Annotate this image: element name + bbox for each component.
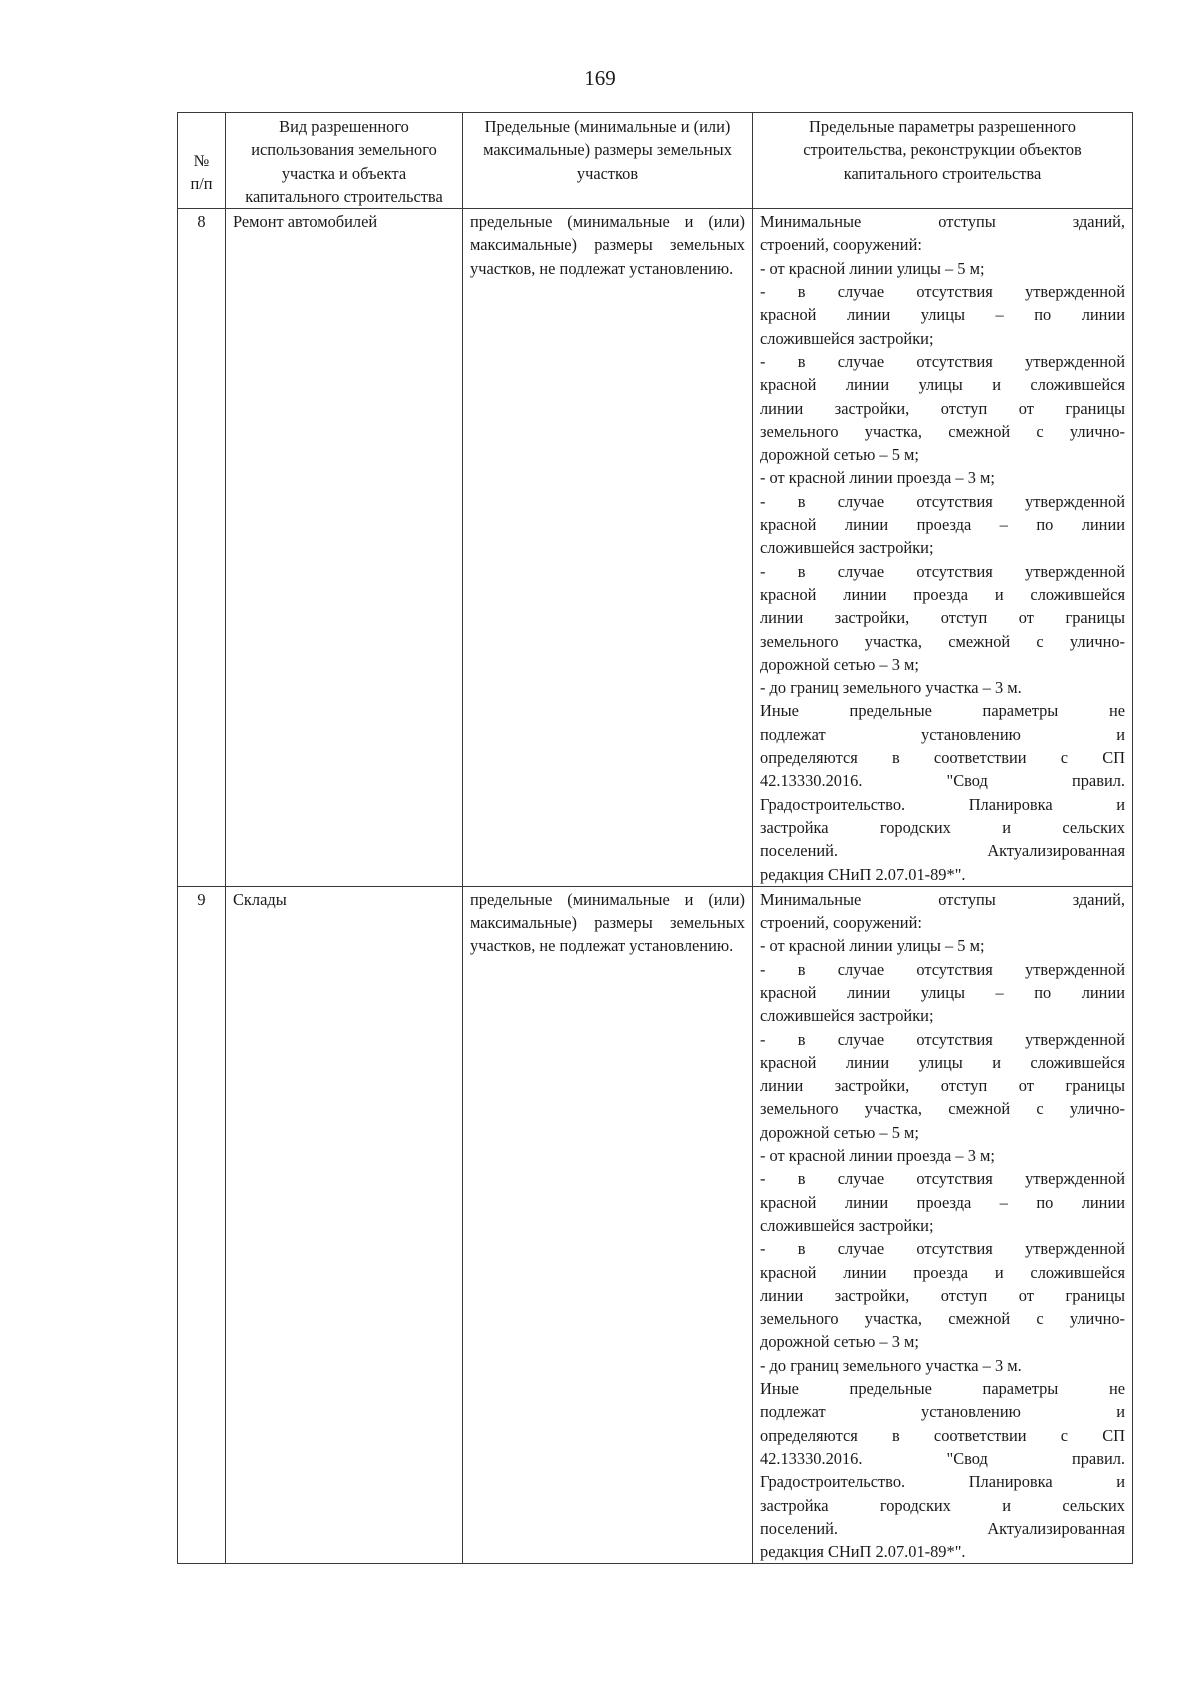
parameter-line: - в случае отсутствия утвержденной: [760, 282, 1125, 302]
parameter-line: дорожной сетью – 5 м;: [760, 445, 919, 465]
parameter-line: строений, сооружений:: [760, 235, 922, 255]
row-plot-sizes: предельные (минимальные и (или) максимальные) размеры земельных участков, не подлежат установлению.: [463, 209, 753, 887]
parameter-line: красной линии проезда и сложившейся: [760, 1262, 1125, 1282]
parameter-line: - в случае отсутствия утвержденной: [760, 351, 1125, 371]
row-number: 8: [178, 209, 226, 887]
parameter-line: сложившейся застройки;: [760, 328, 934, 348]
parameter-line: 42.13330.2016. "Свод правил.: [760, 1448, 1125, 1468]
page-number: 169: [584, 66, 616, 90]
row-construction-parameters: [753, 209, 1133, 887]
parameter-line: красной линии проезда – по линии: [760, 1192, 1125, 1212]
parameter-line: красной линии улицы и сложившейся: [760, 375, 1125, 395]
parameter-line: - в случае отсутствия утвержденной: [760, 1169, 1125, 1189]
parameter-line: - от красной линии улицы – 5 м;: [760, 258, 985, 278]
parameter-line: линии застройки, отступ от границы: [760, 1076, 1125, 1096]
parameter-line: редакция СНиП 2.07.01-89*".: [760, 1542, 966, 1562]
parameter-line: подлежат установлению и: [760, 724, 1125, 744]
parameter-line: сложившейся застройки;: [760, 1006, 934, 1026]
parameter-line: красной линии улицы и сложившейся: [760, 1052, 1125, 1072]
parameter-line: - от красной линии проезда – 3 м;: [760, 1146, 995, 1166]
row-number: 9: [178, 886, 226, 1564]
parameter-line: - в случае отсутствия утвержденной: [760, 1239, 1125, 1259]
parameter-line: земельного участка, смежной с улично-: [760, 631, 1125, 651]
parameter-line: поселений. Актуализированная: [760, 1518, 1125, 1538]
parameter-line: - до границ земельного участка – 3 м.: [760, 678, 1022, 698]
parameter-line: дорожной сетью – 3 м;: [760, 1332, 919, 1352]
parameter-line: красной линии проезда – по линии: [760, 515, 1125, 535]
parameter-line: земельного участка, смежной с улично-: [760, 1309, 1125, 1329]
parameter-line: Минимальные отступы зданий,: [760, 889, 1125, 909]
parameter-line: дорожной сетью – 3 м;: [760, 654, 919, 674]
parameter-line: - от красной линии улицы – 5 м;: [760, 936, 985, 956]
row-plot-sizes: предельные (минимальные и (или) максимальные) размеры земельных участков, не подлежат установлению.: [463, 886, 753, 1564]
parameter-line: сложившейся застройки;: [760, 1215, 934, 1235]
parameter-line: определяются в соответствии с СП: [760, 748, 1125, 768]
parameter-line: Градостроительство. Планировка и: [760, 794, 1125, 814]
header-construction-parameters: Предельные параметры разрешенного строительства, реконструкции объектов капитального строительства: [753, 113, 1133, 209]
parameter-line: - в случае отсутствия утвержденной: [760, 561, 1125, 581]
parameter-line: подлежат установлению и: [760, 1402, 1125, 1422]
table-body: [178, 209, 1133, 1564]
parameter-line: строений, сооружений:: [760, 913, 922, 933]
parameter-line: красной линии улицы – по линии: [760, 305, 1125, 325]
parameter-line: Градостроительство. Планировка и: [760, 1472, 1125, 1492]
parameter-line: - в случае отсутствия утвержденной: [760, 959, 1125, 979]
regulations-table: [177, 112, 1133, 1564]
parameter-line: линии застройки, отступ от границы: [760, 398, 1125, 418]
parameter-line: линии застройки, отступ от границы: [760, 1285, 1125, 1305]
row-permitted-use: Склады: [226, 886, 463, 1564]
parameter-line: 42.13330.2016. "Свод правил.: [760, 771, 1125, 791]
parameter-line: земельного участка, смежной с улично-: [760, 421, 1125, 441]
parameter-line: поселений. Актуализированная: [760, 841, 1125, 861]
parameter-line: определяются в соответствии с СП: [760, 1425, 1125, 1445]
parameter-line: застройка городских и сельских: [760, 1495, 1125, 1515]
parameter-line: земельного участка, смежной с улично-: [760, 1099, 1125, 1119]
header-number: № п/п: [178, 113, 226, 209]
parameter-line: Иные предельные параметры не: [760, 701, 1125, 721]
row-construction-parameters: [753, 886, 1133, 1564]
parameter-line: - в случае отсутствия утвержденной: [760, 491, 1125, 511]
row-permitted-use: Ремонт автомобилей: [226, 209, 463, 887]
parameter-line: редакция СНиП 2.07.01-89*".: [760, 864, 966, 884]
parameter-line: сложившейся застройки;: [760, 538, 934, 558]
header-plot-sizes: Предельные (минимальные и (или) максимальные) размеры земельных участков: [463, 113, 753, 209]
parameter-line: красной линии проезда и сложившейся: [760, 584, 1125, 604]
table-header-row: [178, 113, 1133, 209]
table-row: [178, 886, 1133, 1564]
parameter-line: - от красной линии проезда – 3 м;: [760, 468, 995, 488]
parameter-line: красной линии улицы – по линии: [760, 982, 1125, 1002]
parameter-line: - до границ земельного участка – 3 м.: [760, 1355, 1022, 1375]
parameter-line: линии застройки, отступ от границы: [760, 608, 1125, 628]
table-row: [178, 209, 1133, 887]
parameter-line: Иные предельные параметры не: [760, 1379, 1125, 1399]
header-permitted-use: Вид разрешенного использования земельного участка и объекта капитального строительства: [226, 113, 463, 209]
parameter-line: - в случае отсутствия утвержденной: [760, 1029, 1125, 1049]
parameter-line: дорожной сетью – 5 м;: [760, 1122, 919, 1142]
parameter-line: Минимальные отступы зданий,: [760, 212, 1125, 232]
parameter-line: застройка городских и сельских: [760, 817, 1125, 837]
